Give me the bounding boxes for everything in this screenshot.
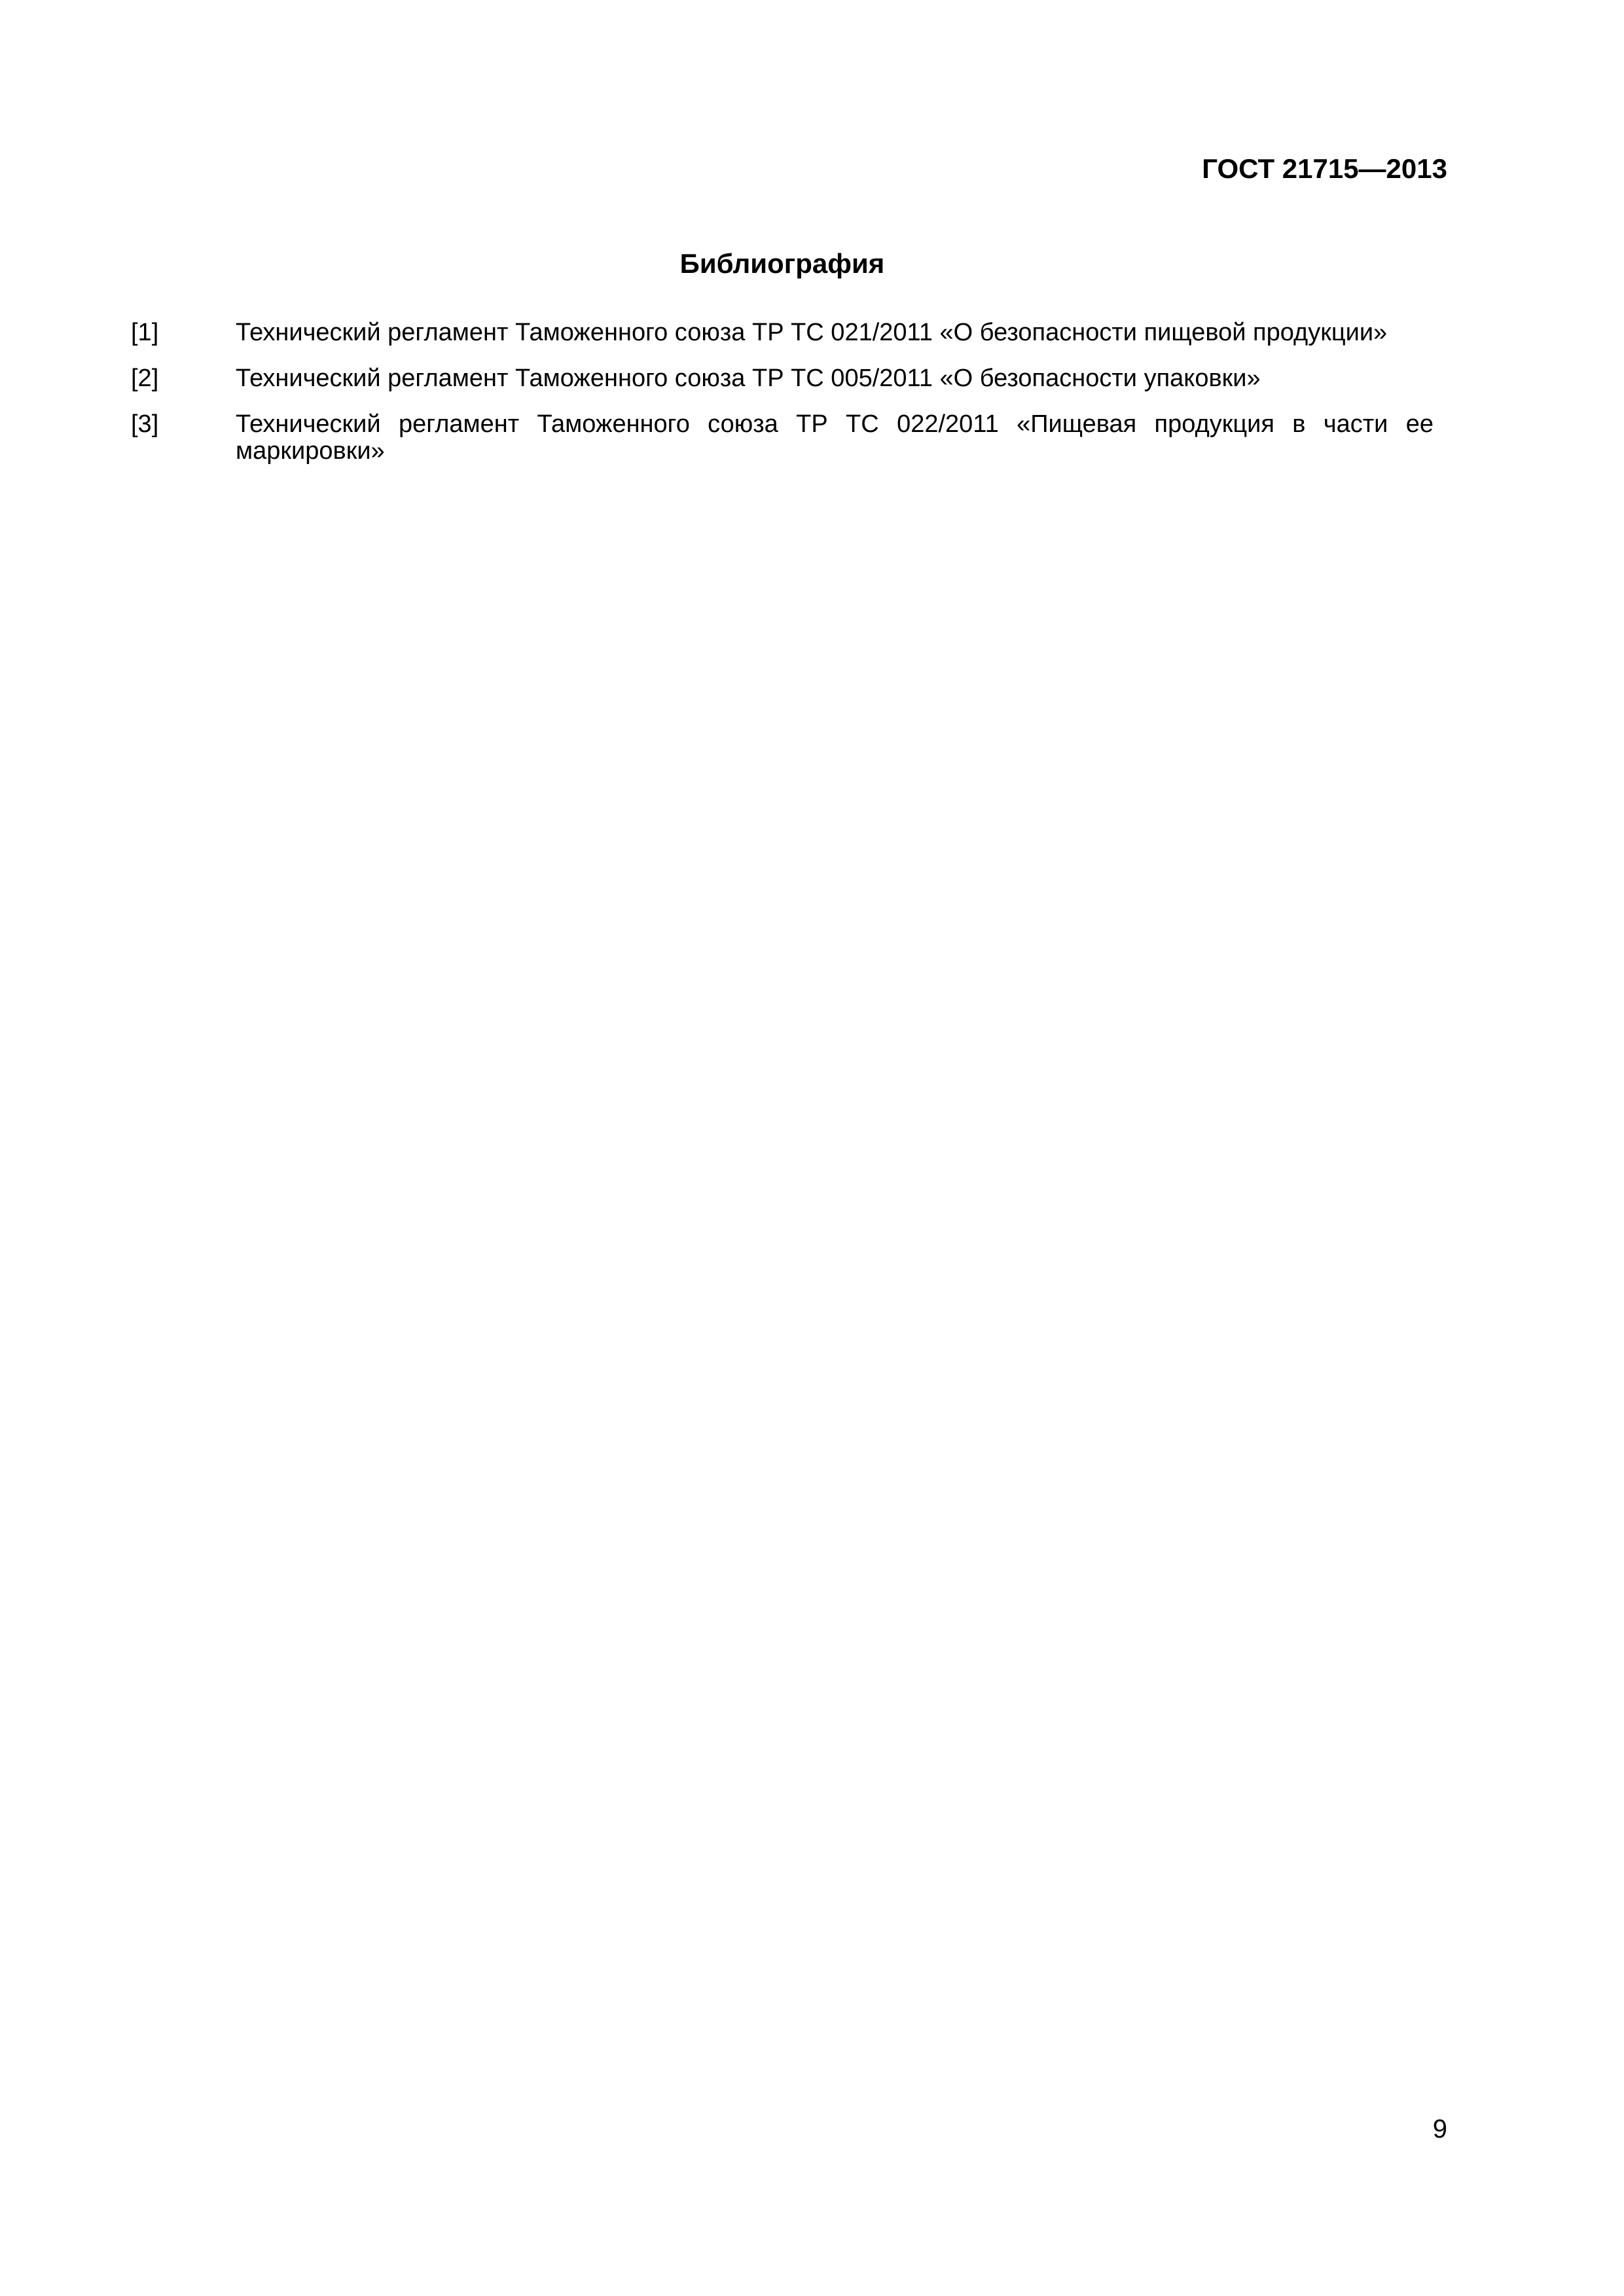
entry-number: [1] — [131, 319, 159, 346]
entry-text: Технический регламент Таможенного союза ТР ТС 005/2011 «О безопасности упаковки» — [236, 365, 1261, 392]
bibliography-entry — [131, 319, 1434, 346]
entry-number: [2] — [131, 365, 159, 392]
section-title: Библиография — [679, 248, 885, 279]
document-code: ГОСТ 21715—2013 — [1202, 153, 1447, 184]
entry-text: Технический регламент Таможенного союза ТР ТС 021/2011 «О безопасности пищевой продукции» — [236, 319, 1388, 346]
page-number: 9 — [1432, 2115, 1447, 2144]
bibliography-entry — [131, 365, 1434, 392]
bibliography-entry — [131, 411, 1434, 465]
entry-number: [3] — [131, 410, 159, 438]
entry-text: Технический регламент Таможенного союза ТР ТС 022/2011 «Пищевая продукция в части ее маркировки» — [236, 410, 1434, 465]
bibliography-list — [131, 319, 1434, 484]
